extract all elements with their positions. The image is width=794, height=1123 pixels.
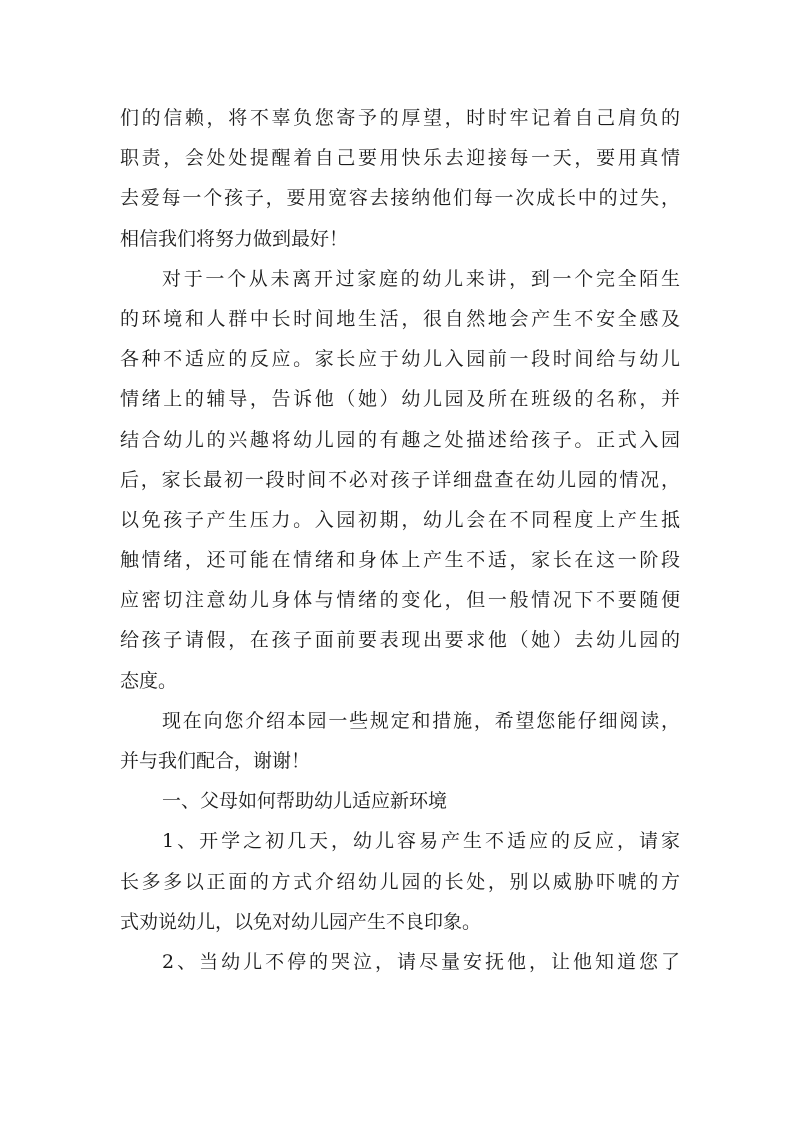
text-line: 职责，会处处提醒着自己要用快乐去迎接每一天，要用真情 [120, 147, 680, 170]
text-line: 以免孩子产生压力。入园初期，幼儿会在不同程度上产生抵 [120, 508, 680, 531]
text-line: 给孩子请假，在孩子面前要表现出要求他（她）去幼儿园的 [120, 629, 680, 652]
list-item-2 [120, 942, 680, 982]
text-line: 1、开学之初几天，幼儿容易产生不适应的反应，请家 [162, 830, 680, 853]
text-line: 并与我们配合，谢谢！ [120, 750, 311, 772]
paragraph-adaptation [120, 259, 680, 701]
text-line: 后，家长最初一段时间不必对孩子详细盘查在幼儿园的情况， [120, 468, 680, 491]
text-line: 们的信赖，将不辜负您寄予的厚望，时时牢记着自己肩负的 [120, 107, 680, 129]
text-line: 对于一个从未离开过家庭的幼儿来讲，到一个完全陌生 [162, 267, 680, 290]
text-line: 式劝说幼儿，以免对幼儿园产生不良印象。 [120, 910, 482, 933]
text-line: 触情绪，还可能在情绪和身体上产生不适，家长在这一阶段 [120, 549, 680, 572]
text-line: 相信我们将努力做到最好！ [120, 227, 349, 250]
paragraph-introduction [120, 701, 680, 781]
document-page [120, 98, 680, 982]
text-line: 的环境和人群中长时间地生活，很自然地会产生不安全感及 [120, 307, 680, 330]
heading-text: 一、父母如何帮助幼儿适应新环境 [162, 790, 448, 813]
text-line: 长多多以正面的方式介绍幼儿园的长处，别以威胁吓唬的方 [120, 870, 680, 893]
text-line: 2、当幼儿不停的哭泣，请尽量安抚他，让他知道您了 [162, 950, 680, 973]
text-line: 应密切注意幼儿身体与情绪的变化，但一般情况下不要随便 [120, 589, 680, 612]
text-line: 去爱每一个孩子，要用宽容去接纳他们每一次成长中的过失， [120, 187, 680, 210]
text-line: 现在向您介绍本园一些规定和措施，希望您能仔细阅读， [162, 709, 680, 732]
text-line: 结合幼儿的兴趣将幼儿园的有趣之处描述给孩子。正式入园 [120, 428, 680, 451]
paragraph-trust [120, 98, 680, 259]
text-line: 态度。 [120, 669, 178, 692]
text-line: 各种不适应的反应。家长应于幼儿入园前一段时间给与幼儿 [120, 348, 680, 371]
section-heading [120, 781, 680, 821]
text-line: 情绪上的辅导，告诉他（她）幼儿园及所在班级的名称，并 [120, 388, 680, 411]
list-item-1 [120, 821, 680, 942]
